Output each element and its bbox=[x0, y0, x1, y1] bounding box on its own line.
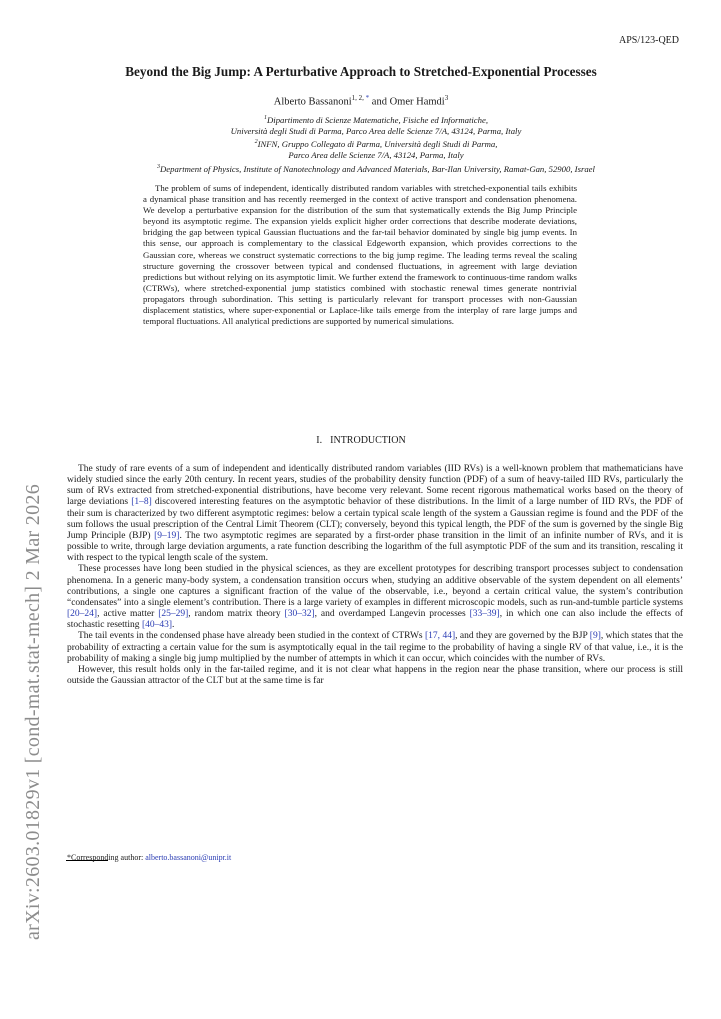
citation-link[interactable]: [40–43] bbox=[141, 620, 173, 631]
body-text-run: The tail events in the condensed phase have already been studied in the context of CTRWs bbox=[78, 631, 426, 642]
affiliation-line: Parco Area delle Scienze 7/A, 43124, Parma, Italy bbox=[288, 150, 464, 161]
affiliation-line: $^3$Department of Physics, Institute of Nanotechnology and Advanced Materials, Bar-Ilan University, Ramat-Gan, 52900, Israel bbox=[157, 163, 595, 174]
footnote-label: *Corresponding author: bbox=[67, 853, 146, 862]
body-text-run: , and they are governed by the BJP bbox=[455, 631, 590, 642]
citation-link[interactable]: [9–19] bbox=[154, 530, 180, 541]
author-name: Omer Hamdi bbox=[389, 96, 445, 108]
citation-link[interactable]: [33–39] bbox=[469, 609, 500, 620]
citation-link[interactable]: [25–29] bbox=[158, 609, 189, 620]
section-heading bbox=[40, 435, 682, 446]
affiliation-line: $^2$INFN, Gruppo Collegato di Parma, Università degli Studi di Parma, bbox=[254, 139, 498, 150]
citation-link[interactable]: [9] bbox=[589, 631, 601, 642]
citation-link[interactable]: [1–8] bbox=[131, 497, 152, 508]
body-text-run: , in which one can also include the effects of stochastic resetting bbox=[67, 609, 683, 631]
body-paragraph bbox=[67, 631, 683, 664]
affiliation-line: Università degli Studi di Parma, Parco Area delle Scienze 7/A, 43124, Parma, Italy bbox=[230, 126, 522, 137]
arxiv-identifier[interactable]: arXiv:2603.01829v1 [cond-mat.stat-mech] 2 Mar 2026 bbox=[22, 483, 44, 940]
author-affiliation-marker: 3 bbox=[444, 94, 449, 102]
section-number: I. bbox=[316, 435, 323, 446]
section-title: INTRODUCTION bbox=[330, 435, 406, 446]
paper-title: Beyond the Big Jump: A Perturbative Approach to Stretched-Exponential Processes bbox=[125, 64, 597, 79]
body-text-run: The study of rare events of a sum of independent and identically distributed random variables (IID RVs) is a well-known problem that mathematicians have widely studied since the early 20th century. In recent years, studies of the probability density function (PDF) of a sum of heavy-tailed IID RVs, particularly the sum of RVs extracted from stretched-exponential distributions, have become very relevant. Some recent rigorous mathematical works based on the theory of large deviations bbox=[67, 464, 683, 508]
body-text-run: , and overdamped Langevin processes bbox=[314, 609, 470, 620]
body-paragraph bbox=[67, 464, 683, 564]
footnote bbox=[67, 853, 231, 862]
body-paragraph bbox=[67, 665, 683, 687]
body-text-run: discovered interesting features on the asymptotic behavior of these distributions. In the limit of a large number of IID RVs, the PDF of their sum is characterized by two different asymptotic regimes: below a certain typical scale length of the system a Gaussian regime is found and the PDF of the sum follows the usual prescription of the Central Limit Theorem (CLT); conversely, beyond this typical length, the PDF of the sum is governed by the single Big Jump Principle (BJP) bbox=[67, 497, 683, 541]
corresponding-email-link[interactable]: alberto.bassanoni@unipr.it bbox=[145, 853, 232, 862]
citation-link[interactable]: [30–32] bbox=[284, 609, 315, 620]
corresponding-author-link[interactable]: * bbox=[365, 94, 370, 102]
body-text-run: , which states that the probability of extracting a certain value for the sum is asymptotically equal in the tail regime to the probability of having a single RV of that value, i.e., it is the probability of making a single big jump multiplied by the number of attempts in which it can occur, which coincides with the number of RVs. bbox=[67, 631, 683, 664]
body-text-run: , random matrix theory bbox=[188, 609, 285, 620]
citation-link[interactable]: [17, 44] bbox=[425, 631, 456, 642]
abstract: The problem of sums of independent, identically distributed random variables with stretched-exponential tails exhibits a dynamical phase transition and has recently reemerged in the context of active transport and condensation phenomena. We develop a perturbative expansion for the distribution of the sum that systematically extends the Big Jump Principle beyond its asymptotic regime. The expansion yields explicit higher order corrections that describe moderate deviations, bridging the gap between typical Gaussian fluctuations and the far-tail behavior dominated by single big jump events. In this sense, our approach is complementary to the classical Edgeworth expansion, which provides corrections to the Gaussian core, whereas we construct systematic corrections to the big jump regime. The leading terms reveal the scaling structure governing the crossover between typical and condensed fluctuations, in agreement with large deviation predictions but without relying on its asymptotic limit. We further extend the framework to continuous-time random walks (CTRWs), where stretched-exponential jump statistics combined with stochastic renewal times generate nontrivial propagators through subordination. This setting is particularly relevant for transport processes with non-Gaussian displacement statistics, where super-exponential or Laplace-like tails emerge from the interplay of rare large jumps and temporal fluctuations. All analytical predictions are supported by numerical simulations. bbox=[143, 183, 577, 327]
introduction-body bbox=[67, 464, 683, 687]
author-connector: and bbox=[369, 96, 390, 108]
citation-link[interactable]: [20–24] bbox=[67, 609, 98, 620]
body-text-run: These processes have long been studied in the physical sciences, as they are excellent prototypes for describing transport processes subject to condensation phenomena. In a generic many-body system, a condensation transition occurs when, studying an additive observable of the system dependent on all elements’ contributions, a single one captures a significant fraction of the value of the observable, i.e., beyond a certain critical value, the system’s contribution “condensates” into a single element’s contribution. There is a large variety of examples in different microscopic models, such as run-and-tumble particle systems bbox=[67, 564, 683, 608]
author-list bbox=[40, 94, 682, 108]
affiliations bbox=[60, 113, 692, 175]
author-affiliation-marker: 1, 2, * bbox=[351, 94, 370, 102]
body-text-run: , active matter bbox=[97, 609, 159, 620]
body-paragraph bbox=[67, 564, 683, 631]
author-name: Alberto Bassanoni bbox=[273, 96, 352, 108]
body-text-run: . The two asymptotic regimes are separated by a first-order phase transition in the limit of an infinite number of RVs, and it is possible to write, through large deviation arguments, a rate function describing the logarithm of the full asymptotic PDF of the sum and its transition, rescaling it with respect to the typical length scale of the system. bbox=[67, 530, 683, 564]
body-text-run: However, this result holds only in the far-tailed regime, and it is not clear what happens in the region near the phase transition, where our process is still outside the Gaussian attractor of the CLT but at the same time is far bbox=[67, 664, 683, 686]
affiliation-line: $^1$Dipartimento di Scienze Matematiche, Fisiche ed Informatiche, bbox=[264, 114, 488, 125]
preprint-tag: APS/123-QED bbox=[618, 35, 679, 46]
body-text-run: . bbox=[172, 620, 175, 631]
